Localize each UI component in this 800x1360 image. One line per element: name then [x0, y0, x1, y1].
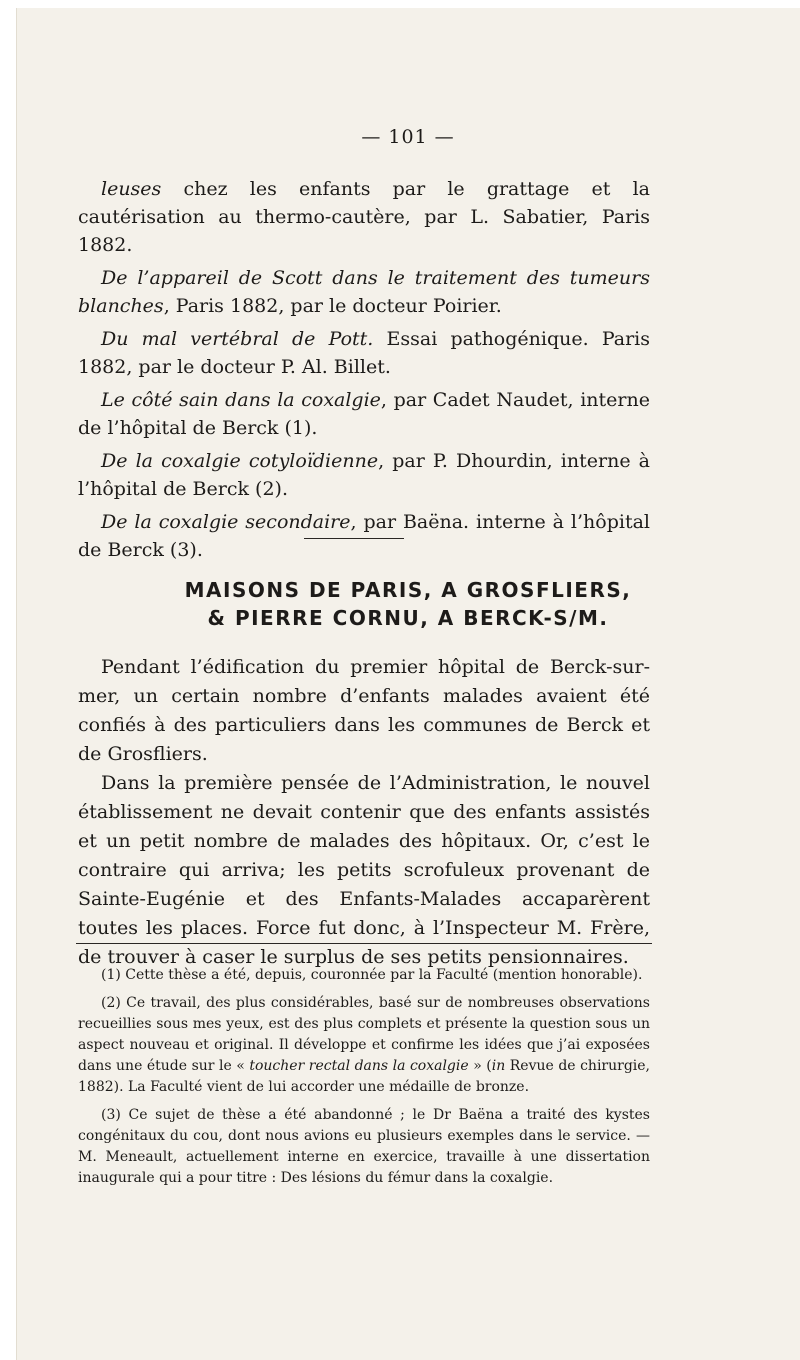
footnote-text: (3) Ce sujet de thèse a été abandonné ; le Dr Baëna a traité des kystes congénitaux du cou, dont nous avions eu plusieurs exemples dans le service. — M. Meneault, actuellement interne en exercice, travaille à une dissertation inaugurale qui a pour titre : Des lésions du fémur dans la coxalgie.	[78, 1107, 650, 1186]
entry-details: , par P. Dhourdin, interne à l’hôpital de Berck (2).	[78, 450, 650, 500]
entry-title: Le côté sain dans la coxalgie	[101, 389, 381, 411]
section-heading-line: & PIERRE CORNU, A BERCK-S/M.	[207, 606, 609, 630]
paragraph: Dans la première pensée de l’Administration, le nouvel établissement ne devait contenir que des enfants assistés et un petit nombre de malades des hôpitaux. Or, c’est le contraire qui arriva; les petits scrofuleux provenant de Sainte-Eugénie et des Enfants-Malades accaparèrent toutes les places. Force fut donc, à l’Inspecteur M. Frère, de trouver à caser le surplus de ses petits pensionnaires.	[78, 772, 650, 968]
paragraph: Pendant l’édification du premier hôpital de Berck-sur-mer, un certain nombre d’enfants malades avaient été confiés à des particuliers dans les communes de Berck et de Grosfliers.	[78, 656, 650, 765]
entry-title: De l’appareil de Scott dans le traitement des tumeurs blanches	[78, 267, 650, 317]
entry-details: , par Cadet Naudet, interne de l’hôpital de Berck (1).	[78, 389, 650, 439]
entry-details: , Paris 1882, par le docteur Poirier.	[163, 295, 502, 317]
entry-details: , par Baëna. interne à l’hôpital de Berck (3).	[78, 511, 650, 561]
page-number: — 101 —	[361, 126, 455, 148]
entry-title: Du mal vertébral de Pott.	[101, 328, 374, 350]
footnote-italic: in	[491, 1058, 506, 1074]
footnote	[78, 965, 650, 986]
footnote-divider	[76, 943, 652, 944]
footnote-italic: toucher rectal dans la coxalgie	[249, 1058, 469, 1074]
footnote-text: Revue de chirurgie, 1882). La Faculté vient de lui accorder une médaille de bronze.	[78, 1058, 651, 1095]
entry-title: De la coxalgie secondaire	[101, 511, 351, 533]
footnote-text: (2) Ce travail, des plus considérables, basé sur de nombreuses observations recueillies sous mes yeux, est des plus complets et présente la question sous un aspect nouveau et original. Il développe et confirme les idées que j’ai exposées dans une étude sur le «	[78, 995, 650, 1074]
bibliography-entry	[78, 508, 650, 564]
bibliography-entry	[78, 447, 650, 503]
footnote	[78, 993, 650, 1098]
bibliography-list	[78, 175, 650, 569]
bibliography-entry	[78, 325, 650, 381]
bibliography-entry	[78, 264, 650, 320]
footnotes	[78, 965, 650, 1196]
section-heading-line: MAISONS DE PARIS, A GROSFLIERS,	[184, 578, 632, 602]
entry-title: leuses	[101, 178, 162, 200]
bibliography-entry	[78, 175, 650, 259]
entry-title: De la coxalgie cotyloïdienne	[101, 450, 379, 472]
bibliography-entry	[78, 386, 650, 442]
section-divider	[304, 538, 404, 539]
section-heading	[16, 576, 800, 632]
body-text	[78, 653, 650, 972]
entry-details: chez les enfants par le grattage et la cautérisation au thermo-cautère, par L. Sabatier, Paris 1882.	[78, 178, 650, 256]
footnote-text: (1) Cette thèse a été, depuis, couronnée par la Faculté (mention honorable).	[101, 967, 643, 983]
footnote-text: » (	[468, 1058, 492, 1074]
document-page	[16, 8, 800, 1360]
entry-details: Essai pathogénique. Paris 1882, par le docteur P. Al. Billet.	[78, 328, 650, 378]
footnote	[78, 1105, 650, 1189]
